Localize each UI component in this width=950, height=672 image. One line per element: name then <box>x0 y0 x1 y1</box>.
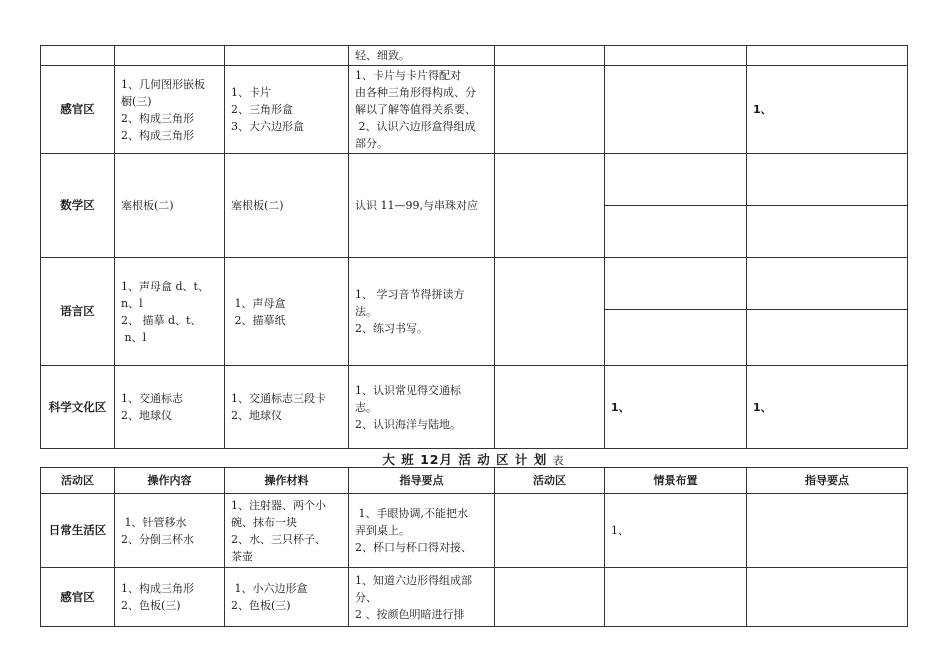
guidance-cell: 轻、细致。 <box>349 46 495 66</box>
guidance2-cell: 1、 <box>747 366 908 449</box>
column-header: 活动区 <box>495 468 605 494</box>
area-name: 语言区 <box>41 258 115 366</box>
guidance-cell: 1、 学习音节得拼读方 法。 2、练习书写。 <box>349 258 495 366</box>
table-row-science <box>41 366 908 449</box>
content-cell: 1、针管移水 2、分倒三杯水 <box>115 494 225 568</box>
materials-cell: 1、卡片 2、三角形盒 3、大六边形盒 <box>225 66 349 154</box>
table-row-language <box>41 258 908 310</box>
content-cell: 1、几何图形嵌板 橱(三) 2、构成三角形 2、构成三角形 <box>115 66 225 154</box>
activity-plan-table-top <box>40 45 908 449</box>
table-row-daily <box>41 494 908 568</box>
materials-cell: 1、注射器、两个小 碗、抹布一块 2、水、三只杯子、 茶壶 <box>225 494 349 568</box>
guidance2-cell: 1、 <box>747 66 908 154</box>
area-name: 科学文化区 <box>41 366 115 449</box>
area-name: 日常生活区 <box>41 494 115 568</box>
table-row-math <box>41 154 908 206</box>
column-header: 活动区 <box>41 468 115 494</box>
scene-cell: 1、 <box>605 494 747 568</box>
guidance-cell: 1、手眼协调,不能把水 弄到桌上。 2、杯口与杯口得对接、 <box>349 494 495 568</box>
guidance-cell: 认识 11—99,与串珠对应 <box>349 154 495 258</box>
column-header: 操作内容 <box>115 468 225 494</box>
guidance-cell: 1、知道六边形得组成部 分、 2 、按颜色明暗进行排 <box>349 568 495 627</box>
column-header: 情景布置 <box>605 468 747 494</box>
column-header: 操作材料 <box>225 468 349 494</box>
table-row <box>41 46 908 66</box>
table-row-sensory <box>41 66 908 154</box>
page-title: 大 班 12月 活 动 区 计 划 表 <box>382 452 565 467</box>
content-cell: 1、声母盒 d、t、 n、l 2、 描摹 d、t、 n、l <box>115 258 225 366</box>
area-name: 数学区 <box>41 154 115 258</box>
materials-cell: 塞根板(二) <box>225 154 349 258</box>
activity-plan-table-bottom <box>40 467 908 627</box>
scene-cell: 1、 <box>605 366 747 449</box>
area-name: 感官区 <box>41 66 115 154</box>
guidance-cell: 1、认识常见得交通标 志。 2、认识海洋与陆地。 <box>349 366 495 449</box>
column-header: 指导要点 <box>747 468 908 494</box>
materials-cell: 1、小六边形盒 2、色板(三) <box>225 568 349 627</box>
content-cell: 塞根板(二) <box>115 154 225 258</box>
table-row-sensory <box>41 568 908 627</box>
column-header: 指导要点 <box>349 468 495 494</box>
area-name: 感官区 <box>41 568 115 627</box>
table-header-row <box>41 468 908 494</box>
content-cell: 1、交通标志 2、地球仪 <box>115 366 225 449</box>
content-cell: 1、构成三角形 2、色板(三) <box>115 568 225 627</box>
materials-cell: 1、交通标志三段卡 2、地球仪 <box>225 366 349 449</box>
materials-cell: 1、声母盒 2、描摹纸 <box>225 258 349 366</box>
guidance-cell: 1、卡片与卡片得配对 由各种三角形得构成、分 解以了解等值得关系要、 2、认识六边形盒得组成 部分。 <box>349 66 495 154</box>
